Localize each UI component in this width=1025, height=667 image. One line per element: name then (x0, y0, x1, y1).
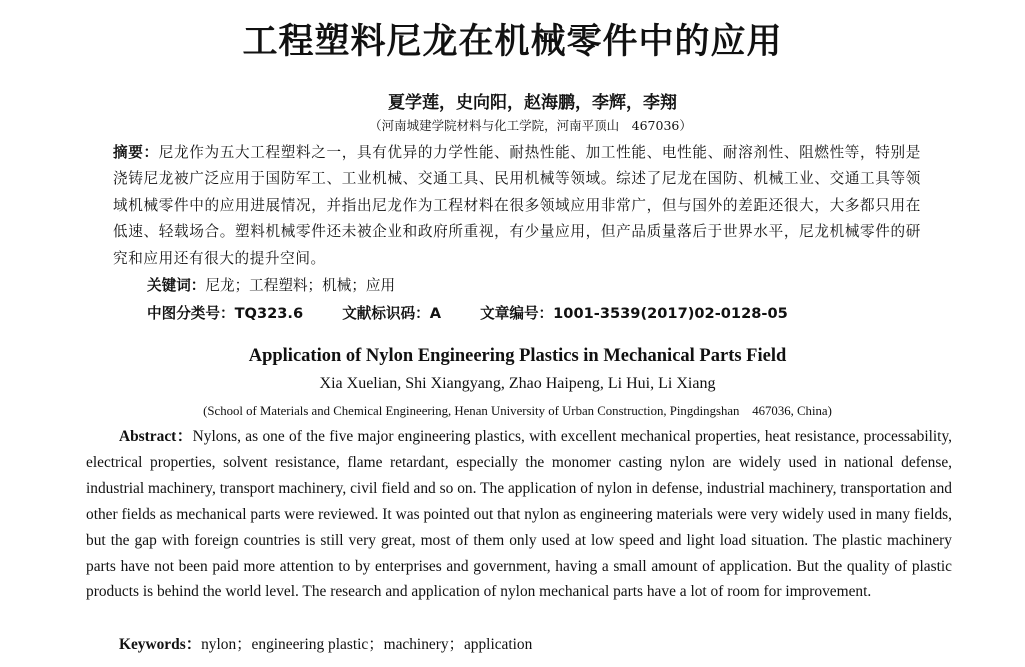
abstract-chinese-label: 摘要： (113, 144, 159, 161)
clc-label: 中图分类号： (147, 305, 235, 322)
abstract-chinese (113, 140, 921, 272)
keywords-chinese (147, 274, 395, 295)
clc-number (147, 305, 303, 322)
document-code (342, 305, 441, 322)
article-number (480, 305, 788, 322)
clc-value: TQ323.6 (234, 305, 304, 322)
keywords-chinese-text: 尼龙；工程塑料；机械；应用 (205, 277, 396, 294)
keywords-english (119, 632, 532, 654)
authors-chinese: 夏学莲，史向阳，赵海鹏，李辉，李翔 (388, 93, 677, 113)
keywords-english-text: nylon；engineering plastic；machinery；application (201, 636, 533, 653)
affiliation-chinese: （河南城建学院材料与化工学院，河南平顶山 467036） (369, 118, 692, 133)
affiliation-english: (School of Materials and Chemical Engineering, Henan University of Urban Construction, Pingdingshan 467036, China) (203, 404, 832, 418)
title-chinese: 工程塑料尼龙在机械零件中的应用 (242, 22, 783, 62)
classification-row (147, 302, 822, 323)
article-number-value: 1001-3539(2017)02-0128-05 (553, 305, 788, 322)
authors-english: Xia Xuelian, Shi Xiangyang, Zhao Haipeng, Li Hui, Li Xiang (319, 375, 716, 392)
article-number-label: 文章编号： (480, 305, 554, 322)
abstract-english-label: Abstract： (119, 428, 193, 445)
keywords-chinese-label: 关键词： (147, 277, 206, 294)
abstract-english-text: Nylons, as one of the five major engineering plastics, with excellent mechanical properties, heat resistance, processability, electrical properties, solvent resistance, flame retardant, especially the monomer casting nylon are widely used in national defense, industrial machinery, transport machinery, civil field and so on. The application of nylon in defense, industrial machinery, transportation and other fields as mechanical parts were reviewed. It was pointed out that nylon as engineering materials were very widely used in many fields, but the gap with foreign countries is still very great, most of them only used at low speed and light load situation. The plastic machinery parts have not been paid more attention to by enterprises and government, having a small amount of application. But the quality of plastic products is behind the world level. The research and application of nylon mechanical parts have a lot of room for improvement. (86, 428, 952, 601)
keywords-english-label: Keywords： (119, 636, 202, 653)
abstract-chinese-text: 尼龙作为五大工程塑料之一，具有优异的力学性能、耐热性能、加工性能、电性能、耐溶剂性、阻燃性等，特别是浇铸尼龙被广泛应用于国防军工、工业机械、交通工具、民用机械等领域。综述了尼龙在国防、机械工业、交通工具等领域机械零件中的应用进展情况，并指出尼龙作为工程材料在很多领域应用非常广，但与国外的差距还很大，大多都只用在低速、轻载场合。塑料机械零件还未被企业和政府所重视，有少量应用，但产品质量落后于世界水平，尼龙机械零件的研究和应用还有很大的提升空间。 (113, 144, 921, 267)
title-english: Application of Nylon Engineering Plastics in Mechanical Parts Field (248, 346, 787, 366)
abstract-english (86, 424, 952, 605)
document-code-value: A (429, 305, 442, 322)
document-code-label: 文献标识码： (342, 305, 430, 322)
